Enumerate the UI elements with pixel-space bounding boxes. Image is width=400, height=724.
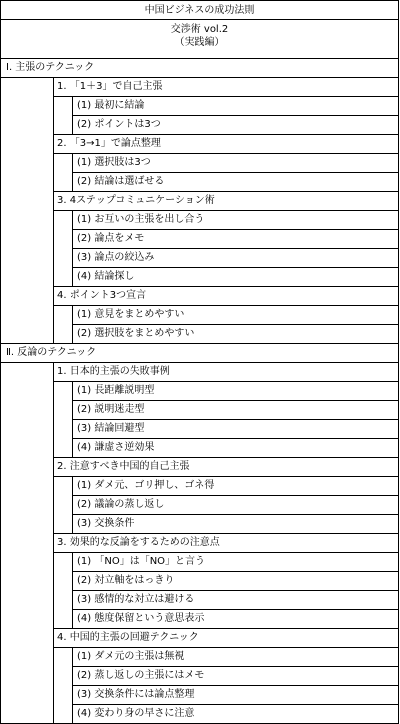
list-item: (2) 選択肢をまとめやすい (72, 324, 399, 344)
list-item: (4) 結論探し (72, 267, 399, 287)
list-item: (1) ダメ元、ゴリ押し、ゴネ得 (72, 476, 399, 496)
list-item: (2) 対立軸をはっきり (72, 571, 399, 591)
document-title: 中国ビジネスの成功法則 (0, 0, 399, 20)
topic-indent-cell (53, 476, 73, 534)
list-item: (2) 蒸し返しの主張にはメモ (72, 666, 399, 686)
list-item: (1) 長距離説明型 (72, 381, 399, 401)
list-item: (3) 論点の絞込み (72, 248, 399, 268)
list-item: (4) 変わり身の早さに注意 (72, 704, 399, 724)
list-item: (3) 交換条件 (72, 514, 399, 534)
list-item: (1) 意見をまとめやすい (72, 305, 399, 325)
list-item: (4) 態度保留という意思表示 (72, 609, 399, 629)
document-subtitle (0, 19, 399, 59)
topic-indent-cell (53, 96, 73, 135)
section-heading: Ⅰ. 主張のテクニック (0, 58, 399, 78)
topic-heading: 1. 「1＋3」で自己主張 (53, 77, 399, 97)
topic-heading: 4. ポイント3つ宣言 (53, 286, 399, 306)
list-item: (1) 選択肢は3つ (72, 153, 399, 173)
topic-heading: 1. 日本的主張の失敗事例 (53, 362, 399, 382)
list-item: (1) お互いの主張を出し合う (72, 210, 399, 230)
topic-indent-cell (53, 381, 73, 458)
topic-heading: 3. 4ステップコミュニケーション術 (53, 191, 399, 211)
list-item: (1) 「NO」は「NO」と言う (72, 552, 399, 572)
section-heading: Ⅱ. 反論のテクニック (0, 343, 399, 363)
list-item: (4) 謙虚さ逆効果 (72, 438, 399, 458)
topic-heading: 4. 中国的主張の回避テクニック (53, 628, 399, 648)
list-item: (2) 結論は選ばせる (72, 172, 399, 192)
list-item: (3) 交換条件には論点整理 (72, 685, 399, 705)
subtitle-line-2: （実践編） (174, 37, 225, 48)
list-item: (2) 論点をメモ (72, 229, 399, 249)
topic-heading: 3. 効果的な反論をするための注意点 (53, 533, 399, 553)
list-item: (1) ダメ元の主張は無視 (72, 647, 399, 667)
list-item: (3) 結論回避型 (72, 419, 399, 439)
topic-indent-cell (53, 153, 73, 192)
topic-indent-cell (53, 552, 73, 629)
section-indent-cell (0, 77, 54, 344)
subtitle-line-1: 交渉術 vol.2 (170, 24, 229, 35)
list-item: (3) 感情的な対立は避ける (72, 590, 399, 610)
topic-indent-cell (53, 647, 73, 724)
topic-indent-cell (53, 210, 73, 287)
list-item: (1) 最初に結論 (72, 96, 399, 116)
section-indent-cell (0, 362, 54, 724)
topic-indent-cell (53, 305, 73, 344)
list-item: (2) ポイントは3つ (72, 115, 399, 135)
list-item: (2) 議論の蒸し返し (72, 495, 399, 515)
list-item: (2) 説明迷走型 (72, 400, 399, 420)
topic-heading: 2. 「3→1」で論点整理 (53, 134, 399, 154)
topic-heading: 2. 注意すべき中国的自己主張 (53, 457, 399, 477)
